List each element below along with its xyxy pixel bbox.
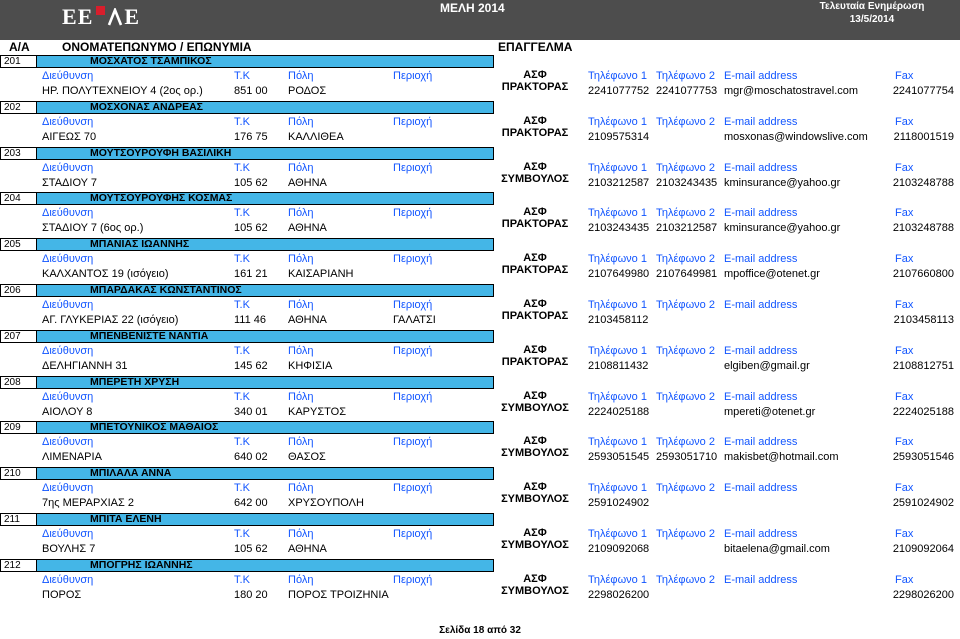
- value-email: mpoffice@otenet.gr: [724, 268, 820, 281]
- label-postal: Τ.Κ: [234, 161, 250, 174]
- last-update-label: Τελευταία Ενημέρωση: [819, 1, 925, 12]
- label-fax: Fax: [895, 115, 914, 128]
- label-fax: Fax: [895, 207, 914, 220]
- value-fax: 2591024902: [892, 497, 954, 510]
- label-city: Πόλη: [288, 115, 314, 128]
- profession-line-1: ΑΣΦ: [523, 160, 547, 173]
- label-phone2: Τηλέφωνο 2: [656, 482, 715, 495]
- label-phone2: Τηλέφωνο 2: [656, 528, 715, 540]
- label-city: Πόλη: [288, 573, 314, 586]
- value-city: ΠΟΡΟΣ ΤΡΟΙΖΗΝΙΑ: [288, 588, 389, 601]
- label-fax: Fax: [895, 344, 914, 357]
- profession-line-2: ΣΥΜΒΟΥΛΟΣ: [501, 493, 569, 506]
- label-area: Περιοχή: [393, 299, 433, 311]
- profession-line-2: ΣΥΜΒΟΥΛΟΣ: [501, 584, 569, 597]
- label-phone1: Τηλέφωνο 1: [588, 207, 647, 220]
- member-name: ΜΠΑΝΙΑΣ ΙΩΑΝΝΗΣ: [37, 238, 494, 251]
- member-aa: 209: [0, 421, 37, 434]
- value-email: mpereti@otenet.gr: [724, 405, 816, 418]
- value-postal: 145 62: [234, 359, 268, 372]
- profession-line-1: ΑΣΦ: [523, 481, 547, 494]
- value-phone2: 2103243435: [656, 176, 718, 189]
- value-fax: 2241077754: [892, 85, 954, 97]
- label-area: Περιοχή: [393, 573, 433, 586]
- member-name: ΜΠΕΤΟΥΝΙΚΟΣ ΜΑΘΑΙΟΣ: [37, 421, 494, 434]
- value-email: makisbet@hotmail.com: [724, 451, 839, 464]
- value-address: ΒΟΥΛΗΣ 7: [42, 543, 96, 555]
- label-email: E-mail address: [724, 482, 798, 495]
- member-title-bar: [0, 238, 960, 251]
- value-phone2: 2107649981: [656, 268, 718, 281]
- label-postal: Τ.Κ: [234, 573, 250, 586]
- label-fax: Fax: [895, 299, 914, 311]
- profession-line-1: ΑΣΦ: [523, 389, 547, 402]
- label-email: E-mail address: [724, 161, 798, 174]
- value-fax: 2298026200: [892, 588, 954, 601]
- value-email: bitaelena@gmail.com: [724, 543, 830, 555]
- value-phone1: 2593051545: [588, 451, 650, 464]
- value-address: ΠΟΡΟΣ: [42, 588, 82, 601]
- label-address: Διεύθυνση: [42, 390, 94, 403]
- profession-line-1: ΑΣΦ: [523, 69, 547, 81]
- label-phone2: Τηλέφωνο 2: [656, 161, 715, 174]
- label-email: E-mail address: [724, 528, 798, 540]
- member-title-bar: [0, 55, 960, 68]
- label-phone2: Τηλέφωνο 2: [656, 207, 715, 220]
- label-phone2: Τηλέφωνο 2: [656, 390, 715, 403]
- member-aa: 205: [0, 238, 37, 251]
- label-email: E-mail address: [724, 207, 798, 220]
- profession-line-2: ΣΥΜΒΟΥΛΟΣ: [501, 172, 569, 185]
- value-phone2: 2593051710: [656, 451, 718, 464]
- label-area: Περιοχή: [393, 344, 433, 357]
- label-fax: Fax: [895, 528, 914, 540]
- label-phone1: Τηλέφωνο 1: [588, 70, 647, 82]
- label-phone1: Τηλέφωνο 1: [588, 482, 647, 495]
- label-area: Περιοχή: [393, 161, 433, 174]
- label-area: Περιοχή: [393, 207, 433, 220]
- value-postal: 161 21: [234, 268, 268, 281]
- member-profession: [494, 115, 576, 139]
- logo-a-mark: [107, 8, 123, 26]
- profession-line-2: ΠΡΑΚΤΟΡΑΣ: [501, 126, 569, 139]
- profession-line-1: ΑΣΦ: [523, 435, 547, 448]
- label-city: Πόλη: [288, 436, 314, 449]
- value-city: ΚΑΙΣΑΡΙΑΝΗ: [288, 268, 354, 281]
- label-address: Διεύθυνση: [42, 161, 94, 174]
- value-phone1: 2107649980: [588, 268, 650, 281]
- value-phone1: 2224025188: [588, 405, 650, 418]
- label-email: E-mail address: [724, 299, 798, 311]
- label-phone2: Τηλέφωνο 2: [656, 299, 715, 311]
- member-profession: [494, 206, 576, 230]
- member-record: [0, 284, 960, 330]
- member-title-bar: [0, 147, 960, 160]
- label-email: E-mail address: [724, 390, 798, 403]
- member-title-bar: [0, 101, 960, 114]
- label-email: E-mail address: [724, 253, 798, 266]
- value-phone2: 2241077753: [656, 85, 718, 97]
- label-address: Διεύθυνση: [42, 70, 94, 82]
- member-profession: [494, 252, 576, 276]
- value-city: ΑΘΗΝΑ: [288, 176, 327, 189]
- value-address: ΣΤΑΔΙΟΥ 7 (6ος ορ.): [42, 222, 144, 235]
- member-name: ΜΠΙΛΑΛΑ ΑΝΝΑ: [37, 467, 494, 480]
- value-postal: 105 62: [234, 543, 268, 555]
- member-profession: [494, 435, 576, 459]
- member-aa: 208: [0, 376, 37, 389]
- label-phone1: Τηλέφωνο 1: [588, 299, 647, 311]
- label-city: Πόλη: [288, 344, 314, 357]
- label-city: Πόλη: [288, 390, 314, 403]
- member-aa: 202: [0, 101, 37, 114]
- member-profession: [494, 298, 576, 322]
- value-fax: 2108812751: [892, 359, 954, 372]
- column-header-name: ΟΝΟΜΑΤΕΠΩΝΥΜΟ / ΕΠΩΝΥΜΙΑ: [62, 40, 252, 54]
- label-city: Πόλη: [288, 161, 314, 174]
- label-fax: Fax: [895, 573, 914, 586]
- label-address: Διεύθυνση: [42, 573, 94, 586]
- label-city: Πόλη: [288, 253, 314, 266]
- member-title-bar: [0, 376, 960, 389]
- value-phone1: 2103243435: [588, 222, 650, 235]
- member-record: [0, 421, 960, 467]
- member-aa: 207: [0, 330, 37, 343]
- label-phone1: Τηλέφωνο 1: [588, 528, 647, 540]
- member-record: [0, 467, 960, 513]
- last-update: [812, 0, 932, 26]
- label-postal: Τ.Κ: [234, 482, 250, 495]
- value-address: ΑΙΟΛΟΥ 8: [42, 405, 93, 418]
- profession-line-2: ΠΡΑΚΤΟΡΑΣ: [501, 355, 569, 368]
- member-title-bar: [0, 192, 960, 205]
- member-aa: 212: [0, 559, 37, 572]
- label-email: E-mail address: [724, 573, 798, 586]
- member-name: ΜΠΑΡΔΑΚΑΣ ΚΩΝΣΤΑΝΤΙΝΟΣ: [37, 284, 494, 297]
- value-fax: 2224025188: [892, 405, 954, 418]
- profession-line-2: ΠΡΑΚΤΟΡΑΣ: [501, 81, 569, 93]
- value-city: ΑΘΗΝΑ: [288, 314, 327, 326]
- value-address: ΑΓ. ΓΛΥΚΕΡΙΑΣ 22 (ισόγειο): [42, 314, 179, 326]
- label-fax: Fax: [895, 436, 914, 449]
- profession-line-1: ΑΣΦ: [523, 252, 547, 265]
- label-email: E-mail address: [724, 344, 798, 357]
- value-fax: 2109092064: [892, 543, 954, 555]
- member-record: [0, 238, 960, 284]
- value-phone1: 2109092068: [588, 543, 650, 555]
- member-record: [0, 330, 960, 376]
- label-postal: Τ.Κ: [234, 436, 250, 449]
- label-email: E-mail address: [724, 436, 798, 449]
- label-postal: Τ.Κ: [234, 528, 250, 540]
- profession-line-2: ΣΥΜΒΟΥΛΟΣ: [501, 447, 569, 460]
- label-address: Διεύθυνση: [42, 436, 94, 449]
- value-postal: 340 01: [234, 405, 268, 418]
- value-fax: 2107660800: [892, 268, 954, 281]
- member-record: [0, 559, 960, 605]
- value-city: ΚΑΛΛΙΘΕΑ: [288, 130, 344, 143]
- member-name: ΜΟΥΤΣΟΥΡΟΥΦΗ ΒΑΣΙΛΙΚΗ: [37, 147, 494, 160]
- last-update-date: 13/5/2014: [849, 14, 895, 25]
- member-aa: 206: [0, 284, 37, 297]
- page-title: ΜΕΛΗ 2014: [440, 1, 505, 15]
- value-address: ΗΡ. ΠΟΛΥΤΕΧΝΕΙΟΥ 4 (2ος ορ.): [42, 85, 203, 97]
- label-fax: Fax: [895, 390, 914, 403]
- value-city: ΧΡΥΣΟΥΠΟΛΗ: [288, 497, 364, 510]
- label-address: Διεύθυνση: [42, 482, 94, 495]
- member-aa: 203: [0, 147, 37, 160]
- label-phone1: Τηλέφωνο 1: [588, 161, 647, 174]
- value-phone1: 2108811432: [588, 359, 649, 372]
- value-city: ΡΟΔΟΣ: [288, 85, 327, 97]
- value-email: mosxonas@windowslive.com: [724, 130, 868, 143]
- member-profession: [494, 161, 576, 185]
- member-name: ΜΟΣΧΟΝΑΣ ΑΝΔΡΕΑΣ: [37, 101, 494, 114]
- value-phone1: 2103212587: [588, 176, 650, 189]
- value-fax: 2103248788: [892, 176, 954, 189]
- member-record: [0, 101, 960, 147]
- value-email: kminsurance@yahoo.gr: [724, 176, 841, 189]
- member-profession: [494, 573, 576, 597]
- label-city: Πόλη: [288, 299, 314, 311]
- label-phone1: Τηλέφωνο 1: [588, 253, 647, 266]
- value-phone1: 2103458112: [588, 314, 649, 326]
- label-phone2: Τηλέφωνο 2: [656, 70, 715, 82]
- value-city: ΚΑΡΥΣΤΟΣ: [288, 405, 347, 418]
- profession-line-2: ΠΡΑΚΤΟΡΑΣ: [501, 218, 569, 231]
- label-postal: Τ.Κ: [234, 207, 250, 220]
- value-address: 7ης ΜΕΡΑΡΧΙΑΣ 2: [42, 497, 134, 510]
- value-fax: 2103248788: [892, 222, 954, 235]
- value-postal: 851 00: [234, 85, 268, 97]
- label-address: Διεύθυνση: [42, 299, 94, 311]
- value-postal: 111 46: [234, 314, 267, 326]
- value-address: ΚΑΛΧΑΝΤΟΣ 19 (ισόγειο): [42, 268, 169, 281]
- eeae-logo: E E E: [62, 4, 141, 29]
- member-aa: 201: [0, 55, 37, 68]
- value-fax: 2103458113: [893, 314, 954, 326]
- label-phone2: Τηλέφωνο 2: [656, 115, 715, 128]
- member-name: ΜΠΟΓΡΗΣ ΙΩΑΝΝΗΣ: [37, 559, 494, 572]
- value-city: ΑΘΗΝΑ: [288, 543, 327, 555]
- label-phone2: Τηλέφωνο 2: [656, 253, 715, 266]
- member-profession: [494, 390, 576, 414]
- member-profession: [494, 481, 576, 505]
- label-address: Διεύθυνση: [42, 344, 94, 357]
- member-profession: [494, 69, 576, 93]
- member-name: ΜΟΣΧΑΤΟΣ ΤΣΑΜΠΙΚΟΣ: [37, 55, 494, 68]
- label-fax: Fax: [895, 482, 914, 495]
- label-address: Διεύθυνση: [42, 207, 94, 220]
- label-area: Περιοχή: [393, 70, 433, 82]
- label-area: Περιοχή: [393, 253, 433, 266]
- label-city: Πόλη: [288, 482, 314, 495]
- value-city: ΚΗΦΙΣΙΑ: [288, 359, 333, 372]
- label-area: Περιοχή: [393, 528, 433, 540]
- value-postal: 180 20: [234, 588, 268, 601]
- label-phone1: Τηλέφωνο 1: [588, 115, 647, 128]
- member-aa: 204: [0, 192, 37, 205]
- label-area: Περιοχή: [393, 436, 433, 449]
- label-postal: Τ.Κ: [234, 115, 250, 128]
- value-address: ΔΕΛΗΓΙΑΝΝΗ 31: [42, 359, 128, 372]
- label-city: Πόλη: [288, 207, 314, 220]
- profession-line-1: ΑΣΦ: [523, 298, 547, 310]
- label-area: Περιοχή: [393, 115, 433, 128]
- member-title-bar: [0, 284, 960, 297]
- member-title-bar: [0, 421, 960, 434]
- label-fax: Fax: [895, 161, 914, 174]
- label-postal: Τ.Κ: [234, 390, 250, 403]
- profession-line-2: ΣΥΜΒΟΥΛΟΣ: [501, 401, 569, 414]
- value-fax: 2118001519: [893, 130, 954, 143]
- value-postal: 105 62: [234, 176, 268, 189]
- member-name: ΜΟΥΤΣΟΥΡΟΥΦΗΣ ΚΟΣΜΑΣ: [37, 192, 494, 205]
- member-aa: 210: [0, 467, 37, 480]
- member-title-bar: [0, 330, 960, 343]
- member-aa: 211: [0, 513, 37, 526]
- label-email: E-mail address: [724, 70, 798, 82]
- profession-line-1: ΑΣΦ: [523, 114, 547, 127]
- page-header: [0, 0, 960, 40]
- label-phone2: Τηλέφωνο 2: [656, 436, 715, 449]
- value-area: ΓΑΛΑΤΣΙ: [393, 314, 436, 326]
- member-record: [0, 55, 960, 101]
- label-fax: Fax: [895, 253, 914, 266]
- member-title-bar: [0, 467, 960, 480]
- value-address: ΑΙΓΕΩΣ 70: [42, 130, 97, 143]
- label-phone1: Τηλέφωνο 1: [588, 390, 647, 403]
- value-address: ΣΤΑΔΙΟΥ 7: [42, 176, 97, 189]
- member-profession: [494, 344, 576, 368]
- label-address: Διεύθυνση: [42, 115, 94, 128]
- value-city: ΘΑΣΟΣ: [288, 451, 326, 464]
- page-number: Σελίδα 18 από 32: [439, 625, 521, 636]
- member-name: ΜΠΕΝΒΕΝΙΣΤΕ ΝΑΝΤΙΑ: [37, 330, 494, 343]
- label-phone1: Τηλέφωνο 1: [588, 573, 647, 586]
- member-record: [0, 513, 960, 559]
- label-postal: Τ.Κ: [234, 344, 250, 357]
- value-phone1: 2591024902: [588, 497, 650, 510]
- profession-line-2: ΣΥΜΒΟΥΛΟΣ: [501, 539, 569, 551]
- label-postal: Τ.Κ: [234, 253, 250, 266]
- value-phone1: 2241077752: [588, 85, 650, 97]
- profession-line-1: ΑΣΦ: [523, 343, 547, 356]
- member-record: [0, 147, 960, 193]
- label-address: Διεύθυνση: [42, 528, 94, 540]
- value-phone1: 2109575314: [588, 130, 650, 143]
- profession-line-1: ΑΣΦ: [523, 572, 547, 585]
- member-name: ΜΠΙΤΑ ΕΛΕΝΗ: [37, 513, 494, 526]
- value-email: mgr@moschatostravel.com: [724, 85, 859, 97]
- member-title-bar: [0, 513, 960, 526]
- label-city: Πόλη: [288, 70, 314, 82]
- member-record: [0, 192, 960, 238]
- label-phone1: Τηλέφωνο 1: [588, 436, 647, 449]
- label-phone2: Τηλέφωνο 2: [656, 573, 715, 586]
- label-postal: Τ.Κ: [234, 299, 250, 311]
- profession-line-2: ΠΡΑΚΤΟΡΑΣ: [501, 310, 569, 322]
- value-postal: 640 02: [234, 451, 268, 464]
- label-area: Περιοχή: [393, 390, 433, 403]
- value-phone2: 2103212587: [656, 222, 718, 235]
- profession-line-1: ΑΣΦ: [523, 206, 547, 219]
- column-header-aa: Α/Α: [9, 40, 30, 54]
- label-phone1: Τηλέφωνο 1: [588, 344, 647, 357]
- value-address: ΛΙΜΕΝΑΡΙΑ: [42, 451, 102, 464]
- label-address: Διεύθυνση: [42, 253, 94, 266]
- label-postal: Τ.Κ: [234, 70, 250, 82]
- member-title-bar: [0, 559, 960, 572]
- value-postal: 176 75: [234, 130, 268, 143]
- label-fax: Fax: [895, 70, 914, 82]
- profession-line-1: ΑΣΦ: [523, 527, 547, 539]
- value-email: kminsurance@yahoo.gr: [724, 222, 841, 235]
- value-phone1: 2298026200: [588, 588, 650, 601]
- value-postal: 105 62: [234, 222, 268, 235]
- member-name: ΜΠΕΡΕΤΗ ΧΡΥΣΗ: [37, 376, 494, 389]
- label-email: E-mail address: [724, 115, 798, 128]
- label-city: Πόλη: [288, 528, 314, 540]
- label-area: Περιοχή: [393, 482, 433, 495]
- value-postal: 642 00: [234, 497, 268, 510]
- profession-line-2: ΠΡΑΚΤΟΡΑΣ: [501, 264, 569, 277]
- logo-red-square: [96, 6, 105, 15]
- member-record: [0, 376, 960, 422]
- column-header-profession: ΕΠΑΓΓΕΛΜΑ: [498, 40, 573, 54]
- member-profession: [494, 527, 576, 551]
- value-fax: 2593051546: [892, 451, 954, 464]
- label-phone2: Τηλέφωνο 2: [656, 344, 715, 357]
- value-email: elgiben@gmail.gr: [724, 359, 810, 372]
- value-city: ΑΘΗΝΑ: [288, 222, 327, 235]
